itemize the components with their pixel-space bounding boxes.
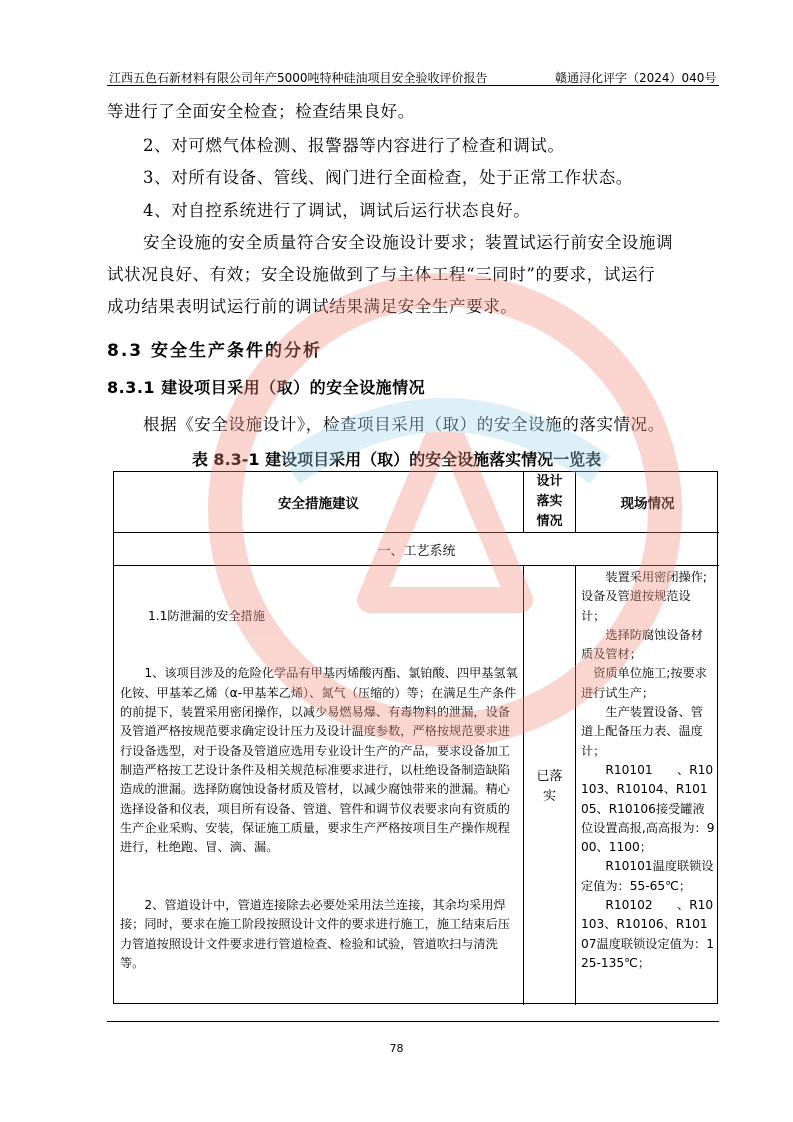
header-design-status: 设计落实情况 — [536, 474, 563, 529]
site-cell — [576, 568, 719, 1005]
body-line: 2、对可燃气体检测、报警器等内容进行了检查和调试。 — [143, 136, 565, 155]
body-line: 根据《安全设施设计》，检查项目采用（取）的安全设施的落实情况。 — [143, 415, 665, 434]
table-divider — [114, 565, 719, 566]
site-paragraph: 生产装置设备、管道上配备压力表、温度计； — [581, 705, 703, 758]
footer-divider — [107, 1021, 719, 1022]
status-cell: 已落实 — [536, 769, 563, 804]
report-title: 江西五色石新材料有限公司年产5000吨特种硅油项目安全验收评价报告 — [109, 71, 488, 85]
body-line: 4、对自控系统进行了调试，调试后运行状态良好。 — [143, 201, 531, 220]
site-paragraph: 装置采用密闭操作;设备及管道按规范设计； — [581, 570, 707, 623]
measures-cell — [114, 568, 523, 1005]
body-line: 安全设施的安全质量符合安全设施设计要求；装置试运行前安全设施调 — [143, 233, 674, 252]
section-heading: 8.3 安全生产条件的分析 — [107, 341, 323, 361]
site-paragraph: R10102 、R10103、R10106、R10107温度联锁设定值为：125-135℃； — [581, 898, 714, 970]
body-line: 等进行了全面安全检查；检查结果良好。 — [107, 102, 415, 121]
site-paragraph: R10101温度联锁设定值为：55-65℃； — [581, 859, 714, 893]
header-site-status: 现场情况 — [620, 496, 675, 512]
subsection-heading: 8.3.1 建设项目采用（取）的安全设施情况 — [107, 378, 426, 397]
measure-paragraph: 1、该项目涉及的危险化学品有甲基丙烯酸丙酯、氯铂酸、四甲基氢氧化铵、甲基苯乙烯（α-甲基苯乙烯）、氮气（压缩的）等；在满足生产条件的前提下，装置采用密闭操作，以减少易燃易爆、有毒物料的泄漏，设备及管道严格按规范要求确定设计压力及设计温度参数，严格按规范要求进行设备选型，对于设备及管道应选用专业设计生产的产品，要求设备加工制造严格按工艺设计条件及相关规范标准要求进行，以杜绝设备制造缺陷造成的泄漏。选择防腐蚀设备材质及管材，以减少腐蚀带来的泄漏。精心选择设备和仪表，项目所有设备、管道、管件和调节仪表要求向有资质的生产企业采购、安装，保证施工质量，要求生产严格按项目生产操作规程进行，杜绝跑、冒、滴、漏。 — [120, 666, 518, 855]
document-number: 赣通浔化评字（2024）040号 — [555, 71, 717, 85]
section-row: 一、工艺系统 — [377, 543, 456, 559]
measure-paragraph: 1.1防泄漏的安全措施 — [148, 608, 265, 623]
page-number: 78 — [389, 1042, 404, 1055]
page-header — [107, 67, 719, 85]
header-measures: 安全措施建议 — [278, 496, 359, 512]
site-paragraph: 选择防腐蚀设备材质及管材； — [581, 627, 703, 662]
body-line: 成功结果表明试运行前的调试结果满足安全生产要求。 — [107, 297, 518, 316]
site-paragraph: 资质单位施工;按要求进行试生产； — [581, 666, 707, 700]
table-caption: 表 8.3-1 建设项目采用（取）的安全设施落实情况一览表 — [191, 450, 602, 469]
body-line: 试状况良好、有效；安全设施做到了与主体工程“三同时”的要求，试运行 — [107, 265, 656, 284]
safety-facilities-table — [113, 471, 718, 1004]
measure-paragraph: 2、管道设计中，管道连接除去必要处采用法兰连接，其余均采用焊接；同时，要求在施工阶段按照设计文件的要求进行施工，施工结束后压力管道按照设计文件要求进行管道检查、检验和试验，管道吹扫与清洗等。 — [120, 898, 510, 970]
header-divider — [107, 85, 719, 86]
body-line: 3、对所有设备、管线、阀门进行全面检查，处于正常工作状态。 — [143, 168, 633, 187]
site-paragraph: R10101 、R10103、R10104、R10105、R10106接受罐液位设置高报,高高报为：900、1100； — [581, 762, 715, 855]
